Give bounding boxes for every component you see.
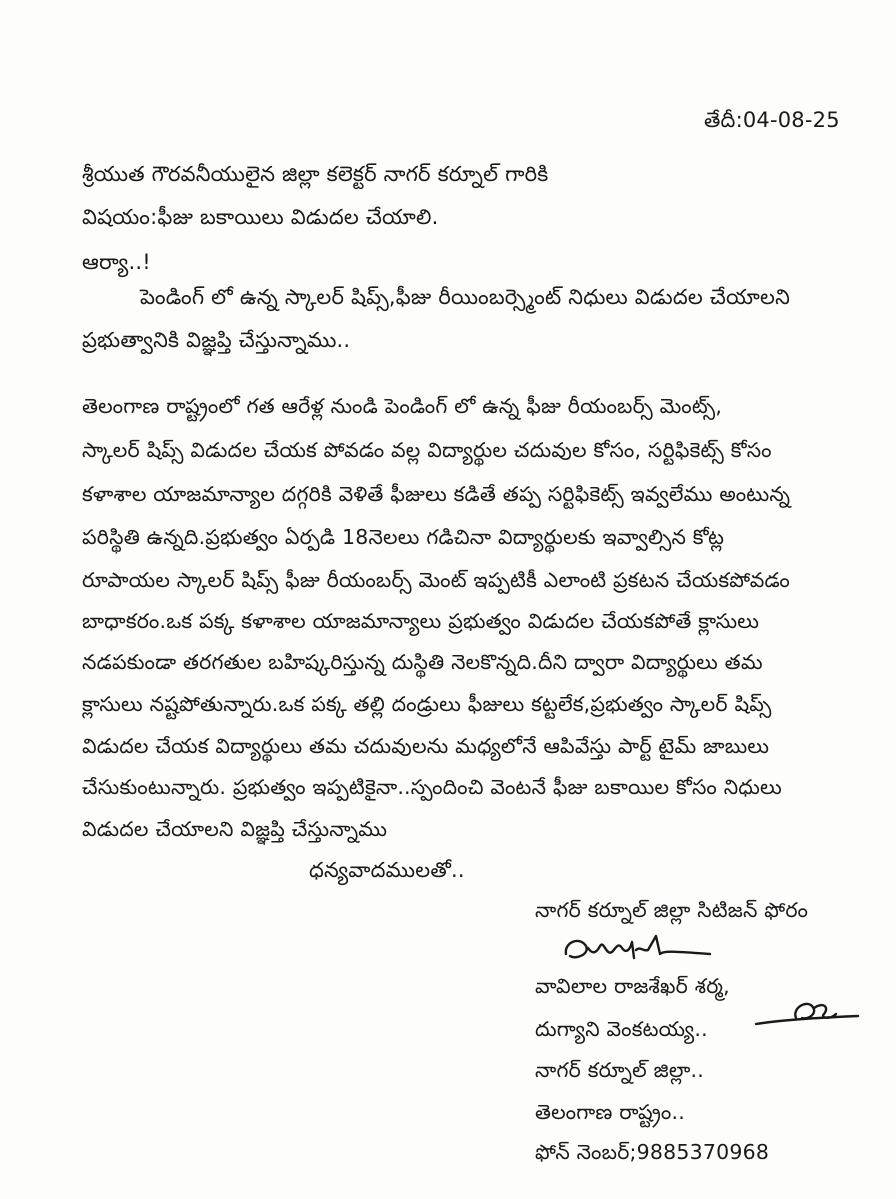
signature-name-2: దుగ్యాని వెంకటయ్య.. xyxy=(535,1017,708,1041)
signature-org: నాగర్ కర్నూల్ జిల్లా సిటిజన్ ఫోరం xyxy=(535,898,809,922)
body-line: క్లాసులు నష్టపోతున్నారు.ఒక పక్క తల్లి దండ్రులు ఫీజులు కట్టలేక,ప్రభుత్వం స్కాలర్ షిప్స్ xyxy=(82,692,772,716)
handwritten-signature-2 xyxy=(752,994,862,1034)
body-line: చేసుకుంటున్నారు. ప్రభుత్వం ఇప్పటికైనా..స్పందించి వెంటనే ఫీజు బకాయిల కోసం నిధులు xyxy=(82,775,782,799)
body-line: రూపాయల స్కాలర్ షిప్స్ ఫీజు రీయంబర్స్ మెంట్ ఇప్పటికీ ఎలాంటి ప్రకటన చేయకపోవడం xyxy=(82,568,790,592)
closing-line: ధన్యవాదములతో.. xyxy=(309,858,465,882)
signature-phone: ఫోన్ నెంబర్;9885370968 xyxy=(535,1140,770,1164)
body-line: పరిస్థితి ఉన్నది.ప్రభుత్వం ఏర్పడి 18నెలలు గడిచినా విద్యార్థులకు ఇవ్వాల్సిన కోట్ల xyxy=(82,525,725,549)
letter-date: తేదీ:04-08-25 xyxy=(704,108,840,132)
intro-line: ప్రభుత్వానికి విజ్ఞప్తి చేస్తున్నాము.. xyxy=(82,328,351,352)
handwritten-signature-1 xyxy=(560,928,720,968)
body-line: బాధాకరం.ఒక పక్క కళాశాల యాజమాన్యాలు ప్రభుత్వం విడుదల చేయకపోతే క్లాసులు xyxy=(82,609,760,633)
body-line: కళాశాల యాజమాన్యాల దగ్గరికి వెళితే ఫీజులు కడితే తప్ప సర్టిఫికెట్స్ ఇవ్వలేము అంటున్న xyxy=(82,482,791,506)
body-line: విడుదల చేయాలని విజ్ఞప్తి చేస్తున్నాము xyxy=(82,817,388,841)
body-line: విడుదల చేయక విద్యార్థులు తమ చదువులను మధ్యలోనే ఆపివేస్తు పార్ట్ టైమ్ జాబులు xyxy=(82,734,770,758)
signature-state: తెలంగాణ రాష్ట్రం.. xyxy=(535,1100,685,1124)
intro-line: పెండింగ్ లో ఉన్న స్కాలర్ షిప్స్,ఫీజు రీయింబర్స్మెంట్ నిధులు విడుదల చేయాలని xyxy=(140,285,791,309)
body-line: స్కాలర్ షిప్స్ విడుదల చేయక పోవడం వల్ల విద్యార్థుల చదువుల కోసం, సర్టిఫికెట్స్ కోసం xyxy=(82,438,772,462)
signature-district: నాగర్ కర్నూల్ జిల్లా.. xyxy=(535,1058,704,1082)
signature-name-1: వావిలాల రాజశేఖర్ శర్మ, xyxy=(535,974,730,998)
addressee-line: శ్రీయుత గౌరవనీయులైన జిల్లా కలెక్టర్ నాగర్ కర్నూల్ గారికి xyxy=(82,162,549,186)
body-line: నడపకుండా తరగతుల బహిష్కరిస్తున్న దుస్థితి నెలకొన్నది.దీని ద్వారా విద్యార్థులు తమ xyxy=(82,650,763,674)
body-line: తెలంగాణ రాష్ట్రంలో గత ఆరేళ్ల నుండి పెండింగ్ లో ఉన్న ఫీజు రీయంబర్స్ మెంట్స్, xyxy=(82,394,723,418)
salutation: ఆర్యా..! xyxy=(82,250,151,274)
subject-line: విషయం:ఫీజు బకాయిలు విడుదల చేయాలి. xyxy=(82,205,439,229)
